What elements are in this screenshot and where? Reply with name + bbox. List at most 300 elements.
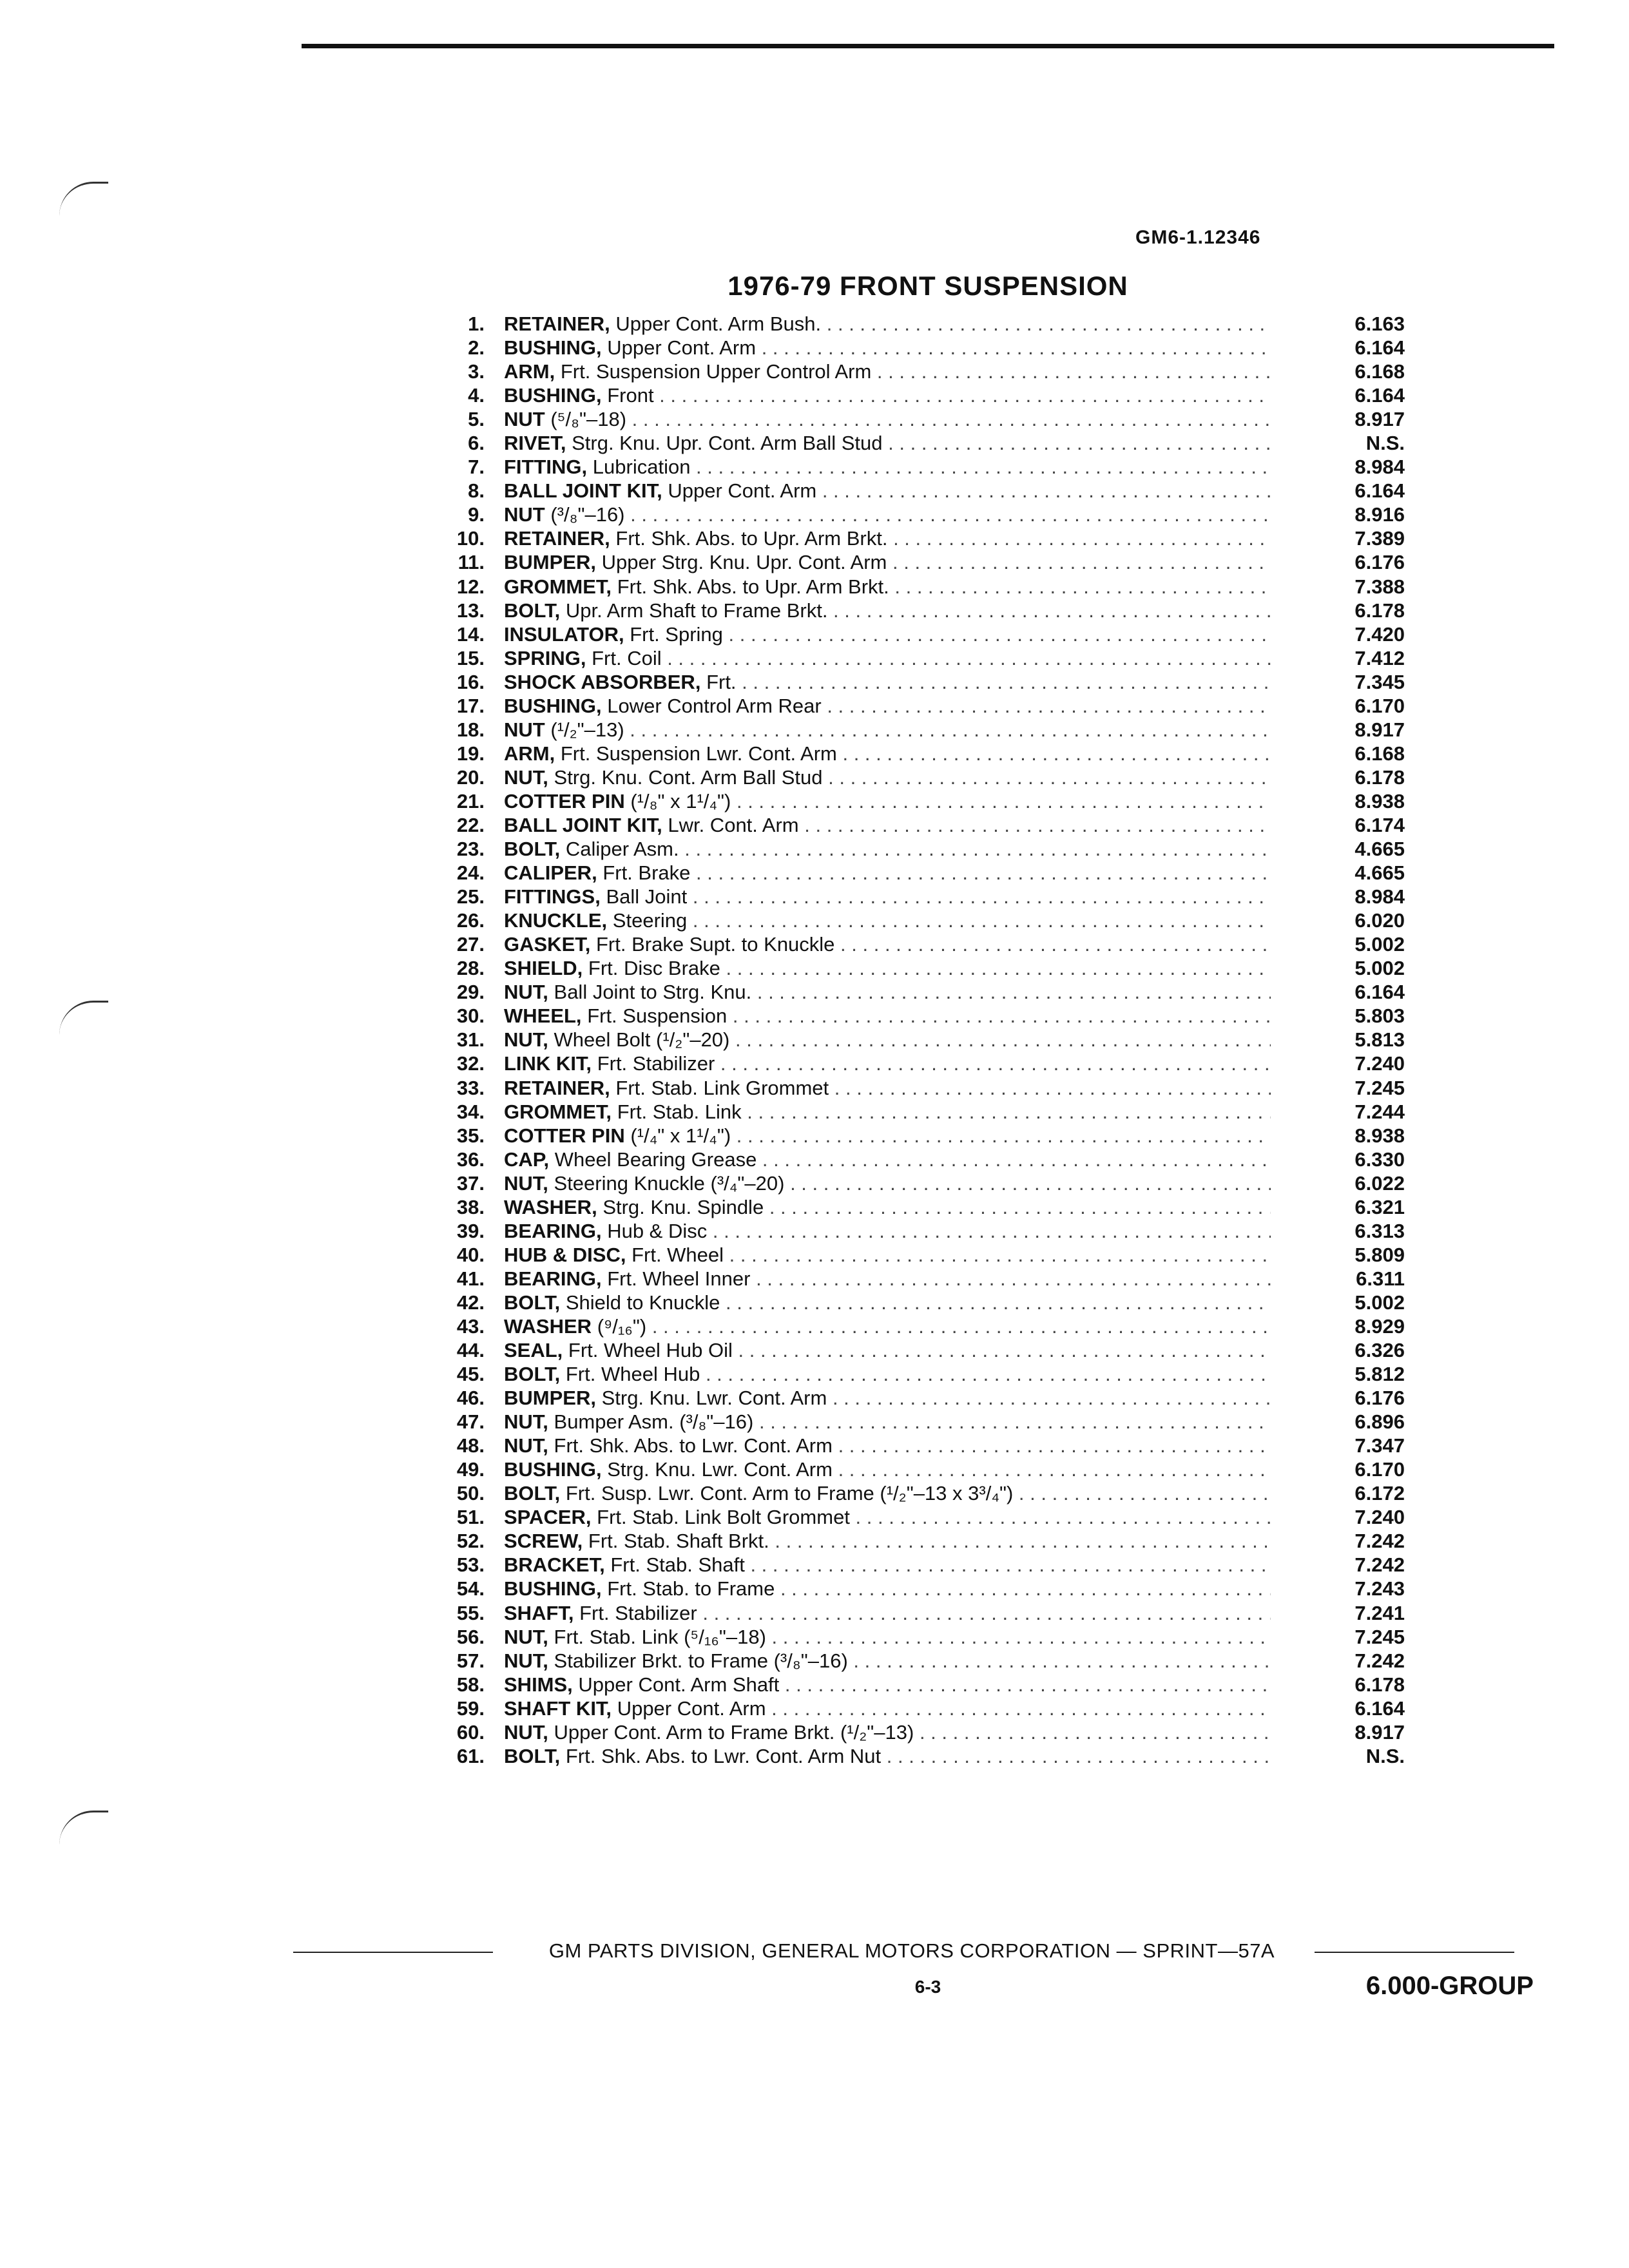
part-detail: Upper Strg. Knu. Upr. Cont. Arm: [601, 551, 887, 574]
part-detail: Frt. Stab. Link (⁵/₁₆"–18): [554, 1625, 766, 1648]
group-reference: 6.896: [1354, 1410, 1405, 1434]
list-item: [425, 789, 1405, 813]
item-description: [504, 1004, 1271, 1028]
item-description: [504, 431, 1271, 455]
list-item: [425, 1625, 1405, 1649]
item-number: 42.: [456, 1291, 485, 1314]
item-number: 1.: [468, 312, 485, 335]
part-detail: Strg. Knu. Upr. Cont. Arm Ball Stud: [572, 432, 883, 455]
part-detail: Upper Cont. Arm Bush.: [615, 312, 822, 335]
list-item: [425, 599, 1405, 622]
part-detail: Frt. Susp. Lwr. Cont. Arm to Frame (¹/₂"–13 x 3³/₄"): [565, 1482, 1014, 1505]
part-detail: Frt. Suspension: [587, 1004, 728, 1028]
footer-publisher: GM PARTS DIVISION, GENERAL MOTORS CORPORATION — SPRINT—57A: [548, 1939, 1275, 1962]
part-name: SPACER,: [504, 1506, 592, 1529]
list-item: [425, 1028, 1405, 1052]
list-item: [425, 861, 1405, 885]
part-detail: Frt. Shk. Abs. to Upr. Arm Brkt.: [615, 527, 888, 550]
list-item: [425, 550, 1405, 574]
list-item: [425, 1362, 1405, 1386]
part-detail: Steering Knuckle (³/₄"–20): [554, 1171, 785, 1195]
list-item: [425, 479, 1405, 503]
item-number: 38.: [456, 1195, 485, 1218]
list-item: [425, 1195, 1405, 1219]
item-description: [504, 1124, 1271, 1148]
part-name: BOLT,: [504, 1744, 561, 1767]
group-reference: 6.178: [1354, 599, 1405, 622]
list-item: [425, 1720, 1405, 1744]
part-name: GROMMET,: [504, 1100, 612, 1123]
group-reference: 7.412: [1354, 646, 1405, 669]
item-number: 14.: [456, 622, 485, 646]
group-reference: 7.240: [1354, 1506, 1405, 1529]
group-reference: 6.311: [1356, 1267, 1405, 1290]
document-id: GM6-1.12346: [1135, 227, 1261, 248]
part-detail: (¹/₈" x 1¹/₄"): [630, 789, 731, 812]
group-reference: 7.241: [1354, 1601, 1405, 1624]
part-detail: Frt. Stab. Shaft Brkt.: [588, 1530, 769, 1553]
group-reference: 7.345: [1354, 670, 1405, 693]
item-number: 16.: [456, 670, 485, 693]
item-number: 11.: [458, 551, 485, 574]
list-item: [425, 1529, 1405, 1553]
part-detail: Frt. Stab. Link Bolt Grommet: [597, 1506, 850, 1529]
item-number: 25.: [456, 885, 485, 908]
part-name: BUSHING,: [504, 336, 602, 360]
item-description: [504, 1100, 1271, 1124]
list-item: [425, 1410, 1405, 1434]
group-reference: 5.809: [1354, 1243, 1405, 1266]
group-reference: 6.163: [1354, 312, 1405, 335]
part-name: LINK KIT,: [504, 1052, 592, 1075]
group-reference: 5.002: [1354, 933, 1405, 956]
group-reference: 6.170: [1354, 1458, 1405, 1481]
item-number: 31.: [456, 1028, 485, 1052]
list-item: [425, 718, 1405, 742]
group-reference: 6.178: [1354, 765, 1405, 789]
item-number: 24.: [456, 861, 485, 885]
group-reference: 5.813: [1354, 1028, 1405, 1052]
footer-rule-right: [1315, 1952, 1514, 1953]
part-name: CALIPER,: [504, 861, 597, 885]
item-description: [504, 1481, 1271, 1505]
list-item: [425, 1219, 1405, 1243]
item-description: [504, 1457, 1271, 1481]
item-number: 23.: [456, 838, 485, 861]
part-detail: Frt. Stab. Shaft: [610, 1553, 745, 1577]
item-description: [504, 1720, 1271, 1744]
list-item: [425, 908, 1405, 932]
item-number: 9.: [468, 503, 485, 526]
part-detail: Wheel Bearing Grease: [554, 1148, 757, 1171]
part-name: BALL JOINT KIT,: [504, 479, 662, 503]
part-detail: Frt. Stabilizer: [597, 1052, 715, 1075]
part-detail: Frt. Wheel Hub: [565, 1363, 700, 1386]
item-number: 21.: [456, 789, 485, 812]
part-name: NUT,: [504, 1434, 548, 1457]
item-description: [504, 885, 1271, 908]
part-name: BUMPER,: [504, 551, 596, 574]
margin-mark: [59, 182, 108, 216]
list-item: [425, 575, 1405, 599]
item-description: [504, 789, 1271, 813]
item-number: 52.: [456, 1530, 485, 1553]
item-description: [504, 694, 1271, 718]
group-reference: 7.245: [1354, 1076, 1405, 1099]
group-reference: 8.984: [1354, 456, 1405, 479]
item-description: [504, 1171, 1271, 1195]
list-item: [425, 694, 1405, 718]
part-name: COTTER PIN: [504, 1124, 625, 1147]
part-detail: Lubrication: [592, 456, 691, 479]
group-reference: N.S.: [1365, 432, 1405, 455]
item-number: 29.: [456, 981, 485, 1004]
list-item: [425, 1386, 1405, 1410]
item-description: [504, 599, 1271, 622]
part-detail: Frt. Wheel: [631, 1243, 724, 1266]
item-number: 54.: [456, 1577, 485, 1600]
item-description: [504, 479, 1271, 503]
group-reference: 5.812: [1354, 1363, 1405, 1386]
list-item: [425, 1553, 1405, 1577]
part-detail: Frt. Brake Supt. to Knuckle: [595, 933, 835, 956]
group-reference: 8.938: [1354, 1124, 1405, 1147]
list-item: [425, 885, 1405, 908]
part-name: FITTINGS,: [504, 885, 601, 908]
part-detail: Strg. Knu. Spindle: [602, 1195, 764, 1218]
group-reference: 7.389: [1354, 527, 1405, 550]
group-reference: 7.242: [1354, 1530, 1405, 1553]
list-item: [425, 1505, 1405, 1529]
part-name: BOLT,: [504, 1291, 561, 1314]
part-name: WHEEL,: [504, 1004, 582, 1028]
group-reference: 7.242: [1354, 1649, 1405, 1672]
group-reference: 7.243: [1354, 1577, 1405, 1600]
item-number: 3.: [468, 360, 485, 383]
part-detail: Upper Cont. Arm: [617, 1696, 766, 1720]
item-number: 26.: [456, 909, 485, 932]
part-name: NUT: [504, 503, 545, 526]
part-detail: Frt. Stab. Link: [617, 1100, 742, 1123]
margin-mark: [59, 1811, 108, 1845]
list-item: [425, 455, 1405, 479]
part-detail: Frt. Wheel Hub Oil: [568, 1339, 733, 1362]
page-title: 1976-79 FRONT SUSPENSION: [728, 271, 1128, 301]
part-name: NUT,: [504, 1625, 548, 1648]
group-reference: 6.168: [1354, 742, 1405, 765]
item-description: [504, 670, 1271, 694]
item-number: 18.: [456, 718, 485, 741]
item-description: [504, 1410, 1271, 1434]
part-detail: Upper Cont. Arm: [668, 479, 817, 503]
part-detail: Hub & Disc: [607, 1219, 708, 1242]
group-reference: 4.665: [1354, 861, 1405, 885]
item-number: 59.: [456, 1696, 485, 1720]
part-name: SHOCK ABSORBER,: [504, 670, 701, 693]
part-name: SHAFT,: [504, 1601, 574, 1624]
part-name: RIVET,: [504, 432, 566, 455]
item-number: 36.: [456, 1148, 485, 1171]
list-item: [425, 1171, 1405, 1195]
part-name: RETAINER,: [504, 1076, 610, 1099]
part-detail: Lwr. Cont. Arm: [668, 813, 799, 836]
item-description: [504, 1601, 1271, 1625]
item-description: [504, 1577, 1271, 1600]
part-name: ARM,: [504, 360, 555, 383]
part-name: BUSHING,: [504, 1577, 602, 1600]
item-number: 28.: [456, 957, 485, 980]
item-number: 57.: [456, 1649, 485, 1672]
item-description: [504, 932, 1271, 956]
part-detail: Caliper Asm.: [565, 838, 679, 861]
item-description: [504, 956, 1271, 980]
part-detail: Frt. Stab. to Frame: [607, 1577, 775, 1600]
list-item: [425, 932, 1405, 956]
part-detail: Frt. Shk. Abs. to Lwr. Cont. Arm: [554, 1434, 833, 1457]
list-item: [425, 622, 1405, 646]
part-name: BUMPER,: [504, 1387, 596, 1410]
item-number: 32.: [456, 1052, 485, 1075]
item-number: 8.: [468, 479, 485, 503]
list-item: [425, 1148, 1405, 1171]
part-detail: (¹/₄" x 1¹/₄"): [630, 1124, 731, 1147]
group-reference: 8.984: [1354, 885, 1405, 908]
group-reference: 8.917: [1354, 718, 1405, 741]
item-description: [504, 908, 1271, 932]
list-item: [425, 526, 1405, 550]
group-reference: 6.022: [1354, 1171, 1405, 1195]
part-name: BEARING,: [504, 1267, 602, 1290]
group-reference: 6.164: [1354, 336, 1405, 360]
part-detail: Front: [607, 384, 654, 407]
list-item: [425, 360, 1405, 383]
item-description: [504, 1243, 1271, 1267]
item-number: 20.: [456, 765, 485, 789]
part-detail: Frt. Brake: [602, 861, 691, 885]
part-name: BEARING,: [504, 1219, 602, 1242]
item-description: [504, 1028, 1271, 1052]
item-description: [504, 1649, 1271, 1673]
item-description: [504, 837, 1271, 861]
part-detail: Strg. Knu. Lwr. Cont. Arm: [607, 1458, 833, 1481]
item-number: 58.: [456, 1673, 485, 1696]
item-number: 13.: [456, 599, 485, 622]
list-item: [425, 336, 1405, 360]
part-detail: Frt. Stabilizer: [579, 1601, 697, 1624]
item-description: [504, 336, 1271, 360]
item-number: 45.: [456, 1363, 485, 1386]
part-detail: Stabilizer Brkt. to Frame (³/₈"–16): [554, 1649, 848, 1672]
part-detail: (¹/₂"–13): [550, 718, 624, 741]
part-detail: (⁵/₈"–18): [550, 408, 627, 431]
item-description: [504, 765, 1271, 789]
item-number: 53.: [456, 1553, 485, 1577]
item-number: 34.: [456, 1100, 485, 1123]
item-description: [504, 1148, 1271, 1171]
part-detail: Lower Control Arm Rear: [607, 694, 822, 717]
part-name: CAP,: [504, 1148, 550, 1171]
part-detail: Shield to Knuckle: [565, 1291, 720, 1314]
list-item: [425, 1076, 1405, 1100]
item-description: [504, 550, 1271, 574]
group-reference: 5.002: [1354, 957, 1405, 980]
item-number: 19.: [456, 742, 485, 765]
item-number: 33.: [456, 1076, 485, 1099]
group-reference: 7.244: [1354, 1100, 1405, 1123]
item-number: 40.: [456, 1243, 485, 1266]
list-item: [425, 1673, 1405, 1696]
part-name: NUT: [504, 718, 545, 741]
list-item: [425, 1267, 1405, 1291]
part-name: INSULATOR,: [504, 622, 624, 646]
item-description: [504, 383, 1271, 407]
item-number: 30.: [456, 1004, 485, 1028]
item-description: [504, 1553, 1271, 1577]
item-number: 15.: [456, 646, 485, 669]
list-item: [425, 670, 1405, 694]
group-reference: 4.665: [1354, 838, 1405, 861]
part-name: BOLT,: [504, 1363, 561, 1386]
parts-list: [425, 312, 1405, 1768]
item-number: 41.: [456, 1267, 485, 1290]
part-detail: Wheel Bolt (¹/₂"–20): [554, 1028, 730, 1052]
item-description: [504, 1291, 1271, 1314]
group-reference: 6.326: [1354, 1339, 1405, 1362]
group-reference: 6.176: [1354, 1387, 1405, 1410]
list-item: [425, 1696, 1405, 1720]
part-name: GASKET,: [504, 933, 591, 956]
item-number: 5.: [468, 408, 485, 431]
item-description: [504, 980, 1271, 1004]
group-reference: N.S.: [1365, 1744, 1405, 1767]
list-item: [425, 1434, 1405, 1457]
item-description: [504, 1434, 1271, 1457]
part-name: KNUCKLE,: [504, 909, 608, 932]
part-detail: Frt. Suspension Lwr. Cont. Arm: [560, 742, 837, 765]
item-description: [504, 861, 1271, 885]
item-number: 4.: [468, 384, 485, 407]
item-description: [504, 1625, 1271, 1649]
footer-rule-left: [293, 1952, 493, 1953]
item-number: 48.: [456, 1434, 485, 1457]
list-item: [425, 980, 1405, 1004]
part-name: SCREW,: [504, 1530, 583, 1553]
part-name: NUT,: [504, 1171, 548, 1195]
list-item: [425, 1291, 1405, 1314]
item-number: 2.: [468, 336, 485, 360]
part-name: SHIELD,: [504, 957, 583, 980]
item-description: [504, 1744, 1271, 1768]
item-number: 39.: [456, 1219, 485, 1242]
item-number: 27.: [456, 933, 485, 956]
page-number: 6-3: [914, 1977, 941, 1997]
list-item: [425, 503, 1405, 526]
list-item: [425, 765, 1405, 789]
group-reference: 6.164: [1354, 479, 1405, 503]
group-reference: 6.330: [1354, 1148, 1405, 1171]
part-name: BUSHING,: [504, 1458, 602, 1481]
part-name: NUT,: [504, 1649, 548, 1672]
part-detail: Bumper Asm. (³/₈"–16): [554, 1410, 754, 1434]
part-name: NUT: [504, 408, 545, 431]
item-description: [504, 1052, 1271, 1075]
part-detail: Ball Joint to Strg. Knu.: [554, 981, 752, 1004]
group-reference: 6.164: [1354, 1696, 1405, 1720]
item-description: [504, 1529, 1271, 1553]
part-name: ARM,: [504, 742, 555, 765]
item-description: [504, 1314, 1271, 1338]
part-detail: Frt. Suspension Upper Control Arm: [560, 360, 872, 383]
item-number: 22.: [456, 813, 485, 836]
part-name: BOLT,: [504, 838, 561, 861]
item-number: 60.: [456, 1720, 485, 1744]
group-reference: 6.168: [1354, 360, 1405, 383]
item-description: [504, 813, 1271, 837]
part-detail: Frt. Spring: [630, 622, 723, 646]
list-item: [425, 1649, 1405, 1673]
part-name: RETAINER,: [504, 527, 610, 550]
item-description: [504, 1195, 1271, 1219]
group-reference: 8.916: [1354, 503, 1405, 526]
item-number: 50.: [456, 1482, 485, 1505]
part-detail: Upper Cont. Arm Shaft: [578, 1673, 780, 1696]
group-reference: 7.240: [1354, 1052, 1405, 1075]
item-number: 47.: [456, 1410, 485, 1434]
group-reference: 6.164: [1354, 981, 1405, 1004]
part-name: NUT,: [504, 1028, 548, 1052]
part-detail: Strg. Knu. Cont. Arm Ball Stud: [554, 765, 823, 789]
list-item: [425, 1481, 1405, 1505]
item-number: 37.: [456, 1171, 485, 1195]
group-reference: 7.245: [1354, 1625, 1405, 1648]
part-detail: Frt. Shk. Abs. to Lwr. Cont. Arm Nut: [565, 1744, 882, 1767]
part-detail: Frt. Disc Brake: [588, 957, 720, 980]
item-description: [504, 455, 1271, 479]
part-name: NUT,: [504, 765, 548, 789]
item-number: 43.: [456, 1314, 485, 1338]
list-item: [425, 431, 1405, 455]
part-detail: Frt.: [706, 670, 737, 693]
part-name: NUT,: [504, 1410, 548, 1434]
part-name: BRACKET,: [504, 1553, 605, 1577]
item-description: [504, 1696, 1271, 1720]
part-name: SPRING,: [504, 646, 586, 669]
item-description: [504, 575, 1271, 599]
part-name: SHAFT KIT,: [504, 1696, 612, 1720]
group-reference: 6.178: [1354, 1673, 1405, 1696]
group-reference: 5.002: [1354, 1291, 1405, 1314]
margin-mark: [59, 1001, 108, 1035]
list-item: [425, 407, 1405, 431]
part-detail: Frt. Wheel Inner: [607, 1267, 751, 1290]
part-detail: (⁹/₁₆"): [597, 1314, 647, 1338]
part-name: BOLT,: [504, 1482, 561, 1505]
item-number: 12.: [456, 575, 485, 598]
item-number: 10.: [456, 527, 485, 550]
list-item: [425, 1457, 1405, 1481]
group-reference: 8.929: [1354, 1314, 1405, 1338]
group-reference: 8.917: [1354, 408, 1405, 431]
item-description: [504, 622, 1271, 646]
part-name: NUT,: [504, 1720, 548, 1744]
list-item: [425, 1601, 1405, 1625]
part-name: COTTER PIN: [504, 789, 625, 812]
group-reference: 7.420: [1354, 622, 1405, 646]
group-reference: 7.242: [1354, 1553, 1405, 1577]
part-name: SEAL,: [504, 1339, 563, 1362]
part-name: RETAINER,: [504, 312, 610, 335]
list-item: [425, 1004, 1405, 1028]
